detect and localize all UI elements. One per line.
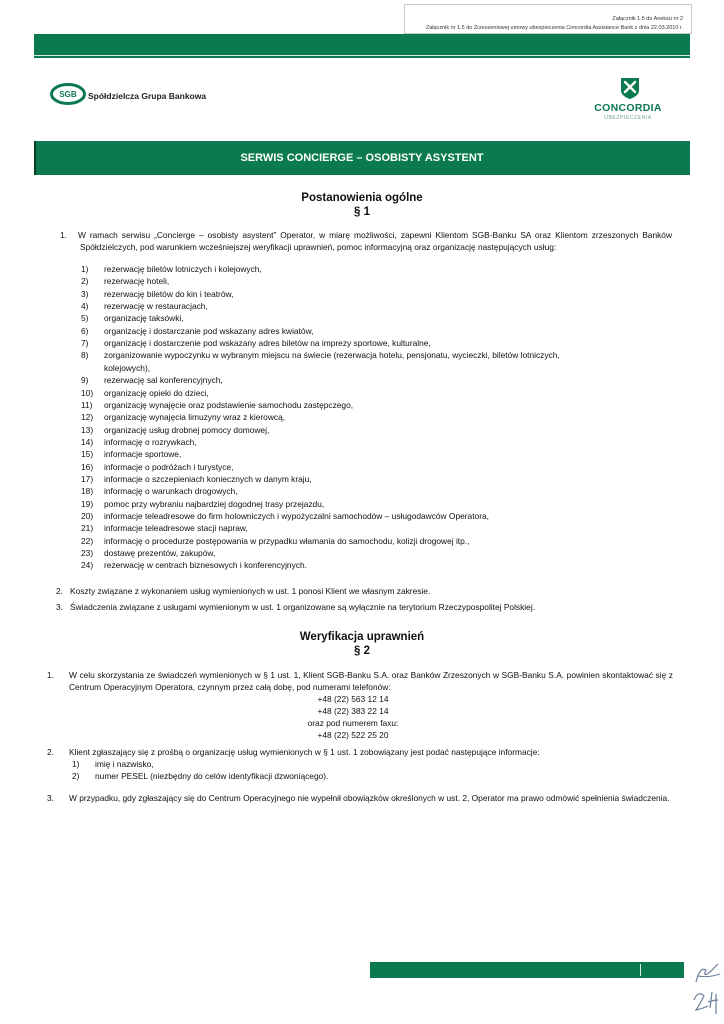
sgb-name: Spółdzielcza Grupa Bankowa <box>88 91 207 101</box>
s1-p2-text: Koszty związane z wykonaniem usług wymienionych w ust. 1 ponosi Klient we własnym zakresie. <box>70 586 431 596</box>
s1-p3-number: 3. <box>56 602 63 612</box>
info-item-2-number: 2) <box>72 771 80 781</box>
service-item-number: 16) <box>81 461 94 472</box>
sgb-logo-icon <box>50 83 86 105</box>
s2-p1-number: 1. <box>47 670 54 680</box>
info-item-2-text: numer PESEL (niezbędny do celów identyfikacji dzwoniącego). <box>95 771 329 781</box>
annex-reference-box <box>404 4 692 34</box>
service-item-number: 10) <box>81 387 94 398</box>
service-item-number: 22) <box>81 535 94 546</box>
service-item-text: rezerwację biletów do kin i teatrów, <box>104 288 234 299</box>
service-item-text: organizację wynajęcie oraz podstawienie samochodu zastępczego, <box>104 399 354 410</box>
fax-number: +48 (22) 522 25 20 <box>317 730 389 740</box>
service-item-text: kolejowych), <box>104 362 151 373</box>
s2-p2-number: 2. <box>47 747 54 757</box>
concordia-name: CONCORDIA <box>594 102 662 114</box>
footer-green-band <box>370 962 684 978</box>
header-green-band <box>34 34 690 58</box>
service-item-number: 18) <box>81 486 94 497</box>
fax-label: oraz pod numerem faxu: <box>307 718 399 728</box>
service-item-text: rezerwację w restauracjach, <box>104 301 208 312</box>
concordia-shield-icon <box>618 76 642 100</box>
info-item-1-number: 1) <box>72 759 80 769</box>
service-item-number: 23) <box>81 548 94 558</box>
service-item-text: organizację usług drobnej pomocy domowej, <box>104 424 270 435</box>
service-item-text: organizację taksówki, <box>104 313 184 324</box>
service-item-number: 3) <box>81 288 89 299</box>
service-item-number: 24) <box>81 560 94 571</box>
service-item-text: organizację i dostarczenie pod wskazany adres biletów na imprezy sportowe, kulturalne, <box>104 338 431 349</box>
service-item-number: 4) <box>81 301 89 312</box>
phone-number-2: +48 (22) 383 22 14 <box>317 706 389 716</box>
service-item-number: 1) <box>81 264 89 274</box>
service-item-number: 6) <box>81 325 89 336</box>
s1-p3-text: Świadczenia związane z usługami wymienionym w ust. 1 organizowane są wyłącznie na terytorium Rzeczypospolitej Polskiej. <box>70 602 536 612</box>
s2-p2-text: Klient zgłaszający się z prośbą o organizację usług wymienionych w § 1 ust. 1 zobowiązany jest podać następujące informacje: <box>69 747 540 757</box>
service-item-number: 11) <box>81 399 93 410</box>
service-item-number: 17) <box>81 473 94 484</box>
service-item-text: zorganizowanie wypoczynku w wybranym miejscu na świecie (rezerwacja hotelu, pensjonatu, wycieczki, biletów lotniczych, <box>104 350 560 361</box>
service-item-text: informacje o szczepieniach koniecznych w danym kraju, <box>104 473 312 484</box>
s1-p2-number: 2. <box>56 586 63 596</box>
document-title <box>34 141 690 175</box>
s1-p1-number: 1. <box>60 230 67 240</box>
service-item-text: rezerwację w centrach biznesowych i konferencyjnych. <box>104 560 307 571</box>
service-item-number: 7) <box>81 338 89 349</box>
service-item-number: 19) <box>81 498 94 509</box>
section1-paragraph-mark: § 1 <box>354 206 370 218</box>
service-item-text: rezerwację hoteli, <box>104 276 170 287</box>
service-item-number: 5) <box>81 313 89 324</box>
service-item-number: 21) <box>81 523 94 534</box>
s2-p3-text: W przypadku, gdy zgłaszający się do Centrum Operacyjnego nie wypełnił obowiązków określonych w ust. 2, Operator ma prawo odmówić spełnienia świadczenia. <box>69 793 670 803</box>
section2-paragraph-mark: § 2 <box>354 645 370 657</box>
annex-line-1: Załącznik 1.5 do Aneksu nr 2 <box>612 16 683 22</box>
service-item-text: informacje o podróżach i turystyce, <box>104 461 234 472</box>
service-item-number: 9) <box>81 375 89 386</box>
service-item-number: 13) <box>81 424 94 435</box>
service-item-text: organizację wynajęcia limuzyny wraz z kierowcą, <box>104 412 286 423</box>
service-item-text: informację o rozrywkach, <box>104 436 197 447</box>
service-item-text: pomoc przy wybraniu najbardziej dogodnej trasy przejazdu, <box>104 498 325 509</box>
service-item-text: informację o procedurze postępowania w przypadku włamania do samochodu, kolizji drogowej itp., <box>104 535 470 546</box>
service-item-number: 12) <box>81 412 94 423</box>
service-item-text: informacje sportowe, <box>104 449 182 460</box>
section1-heading: Postanowienia ogólne <box>301 192 423 204</box>
service-item-text: rezerwację biletów lotniczych i kolejowych, <box>104 264 262 274</box>
service-item-text: informacje teleadresowe do firm holowniczych i wypożyczalni samochodów – usługodawców Operatora, <box>104 511 489 521</box>
footer-band-divider <box>640 964 641 976</box>
service-item-number: 20) <box>81 511 94 521</box>
service-item-text: informację o warunkach drogowych, <box>104 486 238 497</box>
service-item-text: rezerwację sal konferencyjnych, <box>104 375 223 386</box>
service-item-text: informacje teleadresowe stacji napraw, <box>104 523 248 534</box>
s1-p1-text: W ramach serwisu „Concierge – osobisty asystent” Operator, w miarę możliwości, zapewni Klientom SGB-Banku SA oraz Klientom zrzeszonych Banków Spółdzielczych, pod warunkiem wcześniejszej weryfikacji uprawnień, pomoc informacyjną oraz organizację następujących usług: <box>78 230 672 253</box>
annex-line-2: Załącznik nr 1.5 do Zrzeszeniowej umowy ubezpieczenia Concordia Assistance Bank z dnia 22.03.2010 r. <box>425 25 683 31</box>
handwritten-initials-signature <box>688 960 724 1020</box>
concordia-subtitle: UBEZPIECZENIA <box>604 115 652 121</box>
service-item-text: organizację opieki do dzieci, <box>104 387 209 398</box>
service-item-text: organizację i dostarczanie pod wskazany adres kwiatów, <box>104 325 314 336</box>
service-item-number: 14) <box>81 436 94 447</box>
s2-p1-text: W celu skorzystania ze świadczeń wymienionych w § 1 ust. 1, Klient SGB-Banku S.A. oraz Banków Zrzeszonych w SGB-Banku S.A. powinien skontaktować się z Centrum Operacyjnym Operatora, czynnym przez całą dobę, pod numerami telefonów: <box>69 670 673 693</box>
service-item-text: dostawę prezentów, zakupów, <box>104 548 216 558</box>
document-title-text: SERWIS CONCIERGE – OSOBISTY ASYSTENT <box>240 152 484 164</box>
sgb-badge-text: SGB <box>59 90 77 99</box>
service-item-number: 2) <box>81 276 89 287</box>
info-item-1-text: imię i nazwisko, <box>95 759 154 769</box>
phone-number-1: +48 (22) 563 12 14 <box>317 694 389 704</box>
s2-p3-number: 3. <box>47 793 54 803</box>
service-item-number: 8) <box>81 350 89 361</box>
section2-heading: Weryfikacja uprawnień <box>299 631 425 643</box>
service-item-number: 15) <box>81 449 94 460</box>
